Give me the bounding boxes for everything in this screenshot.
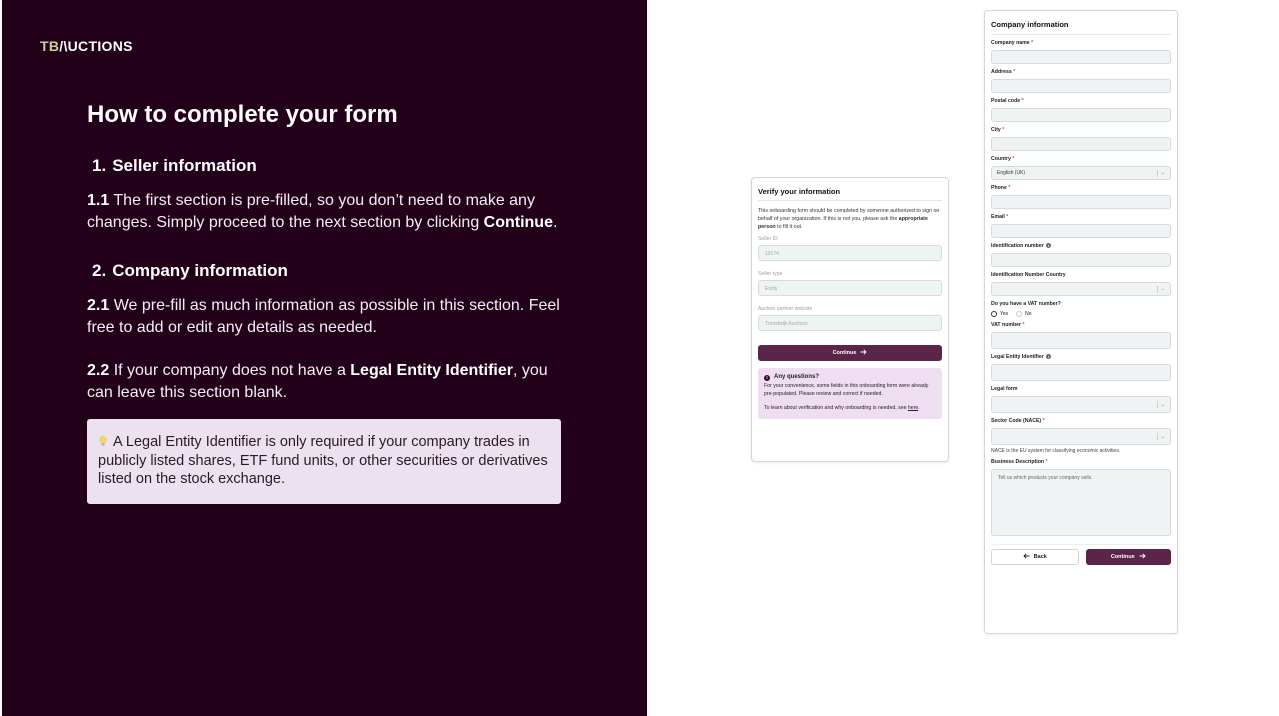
instructions-content [87, 100, 567, 504]
nace-select[interactable] [991, 428, 1171, 445]
required-mark: * [1021, 98, 1024, 104]
country-label [991, 156, 1171, 162]
section-heading-company [87, 261, 567, 281]
select-indicator [1157, 401, 1165, 408]
step-number: 1.1 [87, 192, 110, 209]
questions-text-1: For your convenience, some fields in this onboarding form were already pre-populated. Please review and correct if needed. [764, 383, 929, 397]
phone-group [991, 185, 1171, 209]
logo [40, 38, 133, 54]
company-title: Company information [991, 20, 1171, 35]
radio-selected [991, 311, 997, 317]
required-mark: * [1002, 127, 1005, 133]
step-bold: Legal Entity Identifier [350, 362, 513, 379]
label-text: VAT number [991, 322, 1022, 328]
lei-input[interactable] [991, 364, 1171, 381]
back-label: Back [1033, 554, 1047, 560]
page-title: How to complete your form [87, 101, 398, 128]
questions-title: Any questions? [774, 374, 820, 380]
step-end: . [552, 213, 558, 231]
here-link[interactable]: here [907, 404, 919, 411]
select-separator [1157, 401, 1158, 408]
legal-form-select[interactable] [991, 396, 1171, 413]
phone-input[interactable] [991, 195, 1171, 209]
vat-number-input[interactable] [991, 332, 1171, 349]
paragraph-2-2 [87, 360, 567, 403]
arrow-right-icon [1139, 553, 1146, 561]
label-text: Address [991, 69, 1012, 75]
label-text: Postal code [991, 98, 1021, 104]
label-text: Country [991, 156, 1011, 162]
questions-end: . [918, 404, 920, 411]
email-input[interactable] [991, 224, 1171, 238]
company-name-input[interactable] [991, 50, 1171, 64]
phone-label [991, 185, 1171, 191]
vat-no-label: No [1025, 311, 1032, 317]
questions-box [758, 368, 942, 419]
tip-text: A Legal Entity Identifier is only required if your company trades in publicly listed shares, ETF fund units, or other securities or derivatives listed on the stock exchange. [98, 434, 548, 487]
country-group [991, 156, 1171, 180]
partner-website-label: Auction partner website [758, 306, 813, 312]
email-group [991, 214, 1171, 238]
required-mark: * [1006, 214, 1009, 220]
nace-hint: NACE is the EU system for classifying economic activities. [991, 448, 1121, 454]
label-text: City [991, 127, 1001, 133]
select-indicator [1157, 286, 1165, 293]
step-end: , you can leave this section blank. [87, 362, 548, 401]
verify-description [758, 207, 942, 231]
verify-continue-button[interactable] [758, 345, 942, 361]
country-select[interactable] [991, 166, 1171, 180]
legal-form-label: Legal form [991, 386, 1018, 392]
label-text: Identification number [991, 243, 1044, 249]
section-heading-seller [87, 156, 567, 176]
seller-id-field: 10174 [758, 245, 942, 261]
section-number: 1. [92, 156, 107, 175]
required-mark: * [1045, 459, 1048, 465]
seller-type-field: Entity [758, 280, 942, 296]
label-text: Email [991, 214, 1005, 220]
info-icon: ! [764, 375, 770, 381]
postal-code-group [991, 98, 1171, 122]
required-mark: * [1012, 156, 1015, 162]
business-desc-group [991, 459, 1171, 536]
questions-title-row [764, 374, 936, 381]
paragraph-2-1 [87, 295, 567, 338]
lei-tip-box [87, 419, 561, 504]
vat-question-group [991, 301, 1171, 317]
vat-question-label: Do you have a VAT number? [991, 301, 1061, 307]
step-number: 2.2 [87, 362, 110, 379]
required-mark: * [1013, 69, 1016, 75]
vat-no-radio[interactable] [1016, 311, 1031, 317]
instructions-panel [2, 0, 647, 716]
address-group [991, 69, 1171, 93]
step-bold: Continue [483, 213, 553, 231]
radio-unselected [1016, 311, 1022, 317]
arrow-right-icon [860, 349, 867, 357]
step-text: We pre-fill as much information as possible in this section. Feel free to add or edit any details as needed. [87, 297, 560, 336]
chevron-down-icon: ⌄ [1160, 401, 1165, 408]
business-desc-textarea[interactable]: Tell us which products your company sells. [991, 469, 1171, 536]
country-value: English (UK) [997, 170, 1026, 176]
back-button[interactable] [991, 549, 1079, 565]
vat-number-group [991, 322, 1171, 349]
select-indicator [1157, 170, 1165, 177]
label-text: Legal Entity Identifier [991, 354, 1044, 360]
required-mark: * [1008, 185, 1011, 191]
city-input[interactable] [991, 137, 1171, 151]
verify-information-card [751, 177, 949, 462]
label-text: Sector Code (NACE) [991, 418, 1042, 424]
label-text: Business Description [991, 459, 1045, 465]
step-number: 2.1 [87, 297, 110, 314]
info-icon[interactable]: i [1047, 354, 1049, 359]
vat-yes-label: Yes [1000, 311, 1009, 317]
logo-part-2: /\UCTIONS [59, 38, 133, 54]
vat-yes-radio[interactable] [991, 311, 1008, 317]
city-label [991, 127, 1171, 133]
info-icon[interactable]: i [1047, 243, 1049, 248]
questions-text-2-row [764, 405, 936, 412]
select-separator [1157, 433, 1158, 440]
required-mark: * [1031, 40, 1034, 46]
address-input[interactable] [991, 79, 1171, 93]
arrow-left-icon [1023, 553, 1030, 561]
vat-radio-group [991, 311, 1171, 317]
seller-id-label: Seller ID [758, 236, 778, 242]
chevron-down-icon: ⌄ [1160, 170, 1165, 176]
vat-number-label [991, 322, 1171, 328]
id-country-group [991, 272, 1171, 296]
lei-group [991, 354, 1171, 381]
form-actions [991, 544, 1171, 565]
id-country-select[interactable] [991, 282, 1171, 296]
label-text: Phone [991, 185, 1007, 191]
seller-type-label: Seller type [758, 271, 783, 277]
company-name-label [991, 40, 1171, 46]
required-mark: * [1042, 418, 1045, 424]
email-label [991, 214, 1171, 220]
desc-bold: appropriate person [758, 216, 928, 230]
nace-group [991, 418, 1171, 454]
desc-text: This onboarding form should be completed by someone authorized to sign on behalf of your organization. If this is not you, please ask the [758, 208, 940, 222]
id-country-label: Identification Number Country [991, 272, 1066, 278]
label-text: Company name [991, 40, 1030, 46]
partner-website-field: Troostwijk Auctions [758, 315, 942, 331]
questions-text-2: To learn about verification and why onboarding is needed, see [764, 404, 908, 411]
id-number-group [991, 243, 1171, 267]
continue-label: Continue [832, 350, 857, 356]
select-indicator [1157, 433, 1165, 440]
nace-label [991, 418, 1171, 424]
chevron-down-icon: ⌄ [1160, 433, 1165, 440]
id-number-input[interactable] [991, 253, 1171, 267]
paragraph-1-1 [87, 190, 567, 233]
select-separator [1157, 286, 1158, 293]
step-text: The first section is pre-filled, so you don’t need to make any changes. Simply proceed to the next section by clicking [87, 192, 535, 231]
business-desc-label [991, 459, 1171, 465]
lei-label [991, 354, 1171, 360]
desc-end: to fill it out. [775, 224, 803, 230]
address-label [991, 69, 1171, 75]
section-title: Seller information [112, 156, 257, 175]
logo-part-1: TB [40, 38, 60, 54]
step-text: If your company does not have a [109, 362, 351, 379]
company-information-card [984, 10, 1178, 634]
postal-code-label [991, 98, 1171, 104]
legal-form-group [991, 386, 1171, 413]
city-group [991, 127, 1171, 151]
required-mark: * [1022, 322, 1025, 328]
company-name-group [991, 40, 1171, 64]
id-number-label [991, 243, 1171, 249]
lightbulb-icon [98, 434, 108, 446]
postal-code-input[interactable] [991, 108, 1171, 122]
verify-title: Verify your information [758, 187, 942, 201]
section-title: Company information [112, 261, 288, 280]
company-continue-button[interactable] [1086, 549, 1172, 565]
select-separator [1157, 170, 1158, 177]
chevron-down-icon: ⌄ [1160, 286, 1165, 292]
section-number: 2. [92, 261, 107, 280]
continue-label: Continue [1110, 554, 1135, 560]
